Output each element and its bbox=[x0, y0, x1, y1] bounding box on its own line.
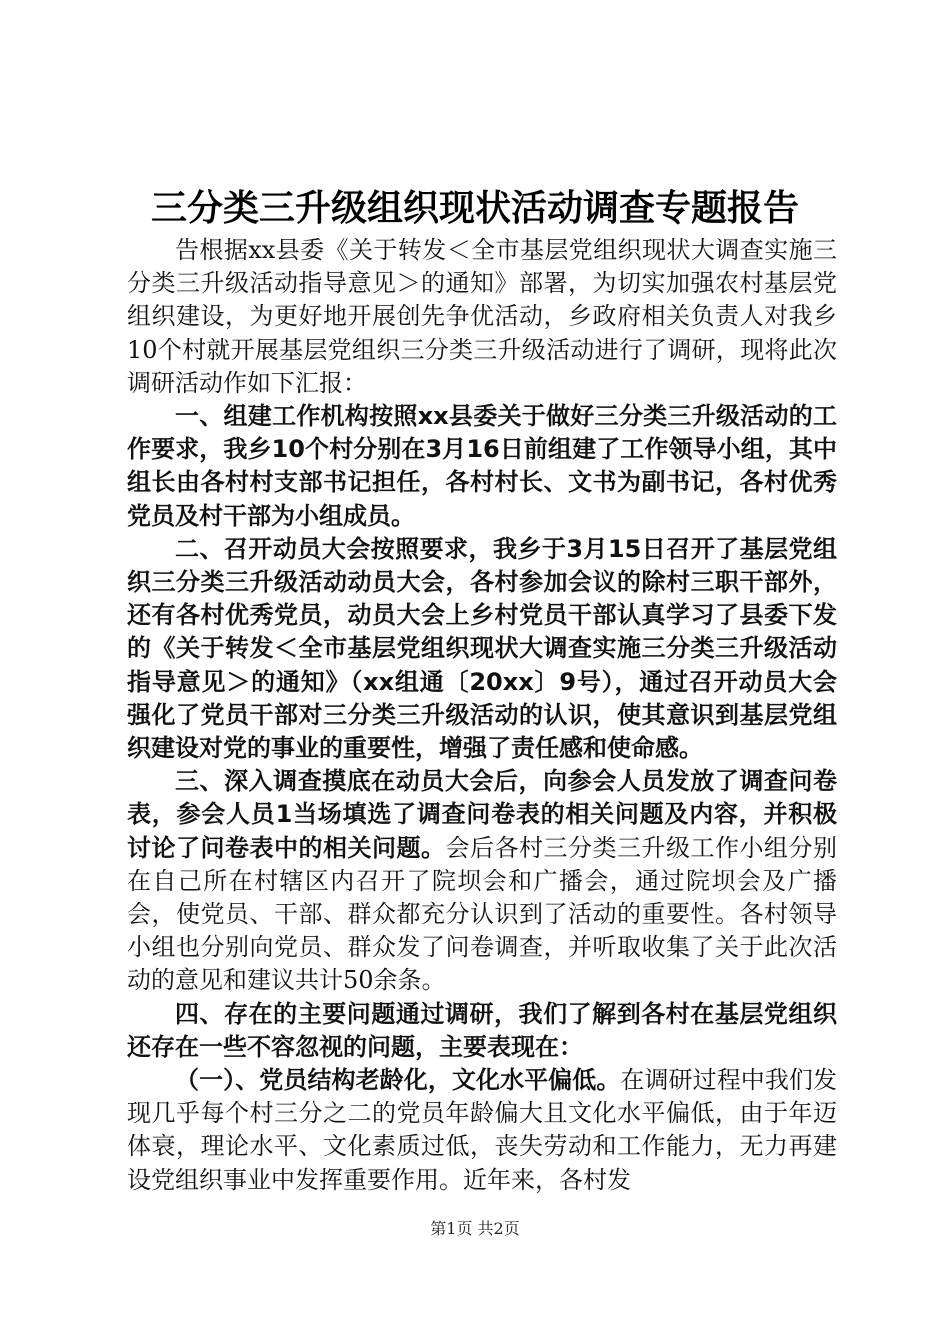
page-footer: 第1页 共2页 bbox=[430, 1219, 520, 1238]
section-three-paragraph bbox=[127, 765, 837, 997]
intro-paragraph: 告根据xx县委《关于转发＜全市基层党组织现状大调查实施三分类三升级活动指导意见＞的通知》部署，为切实加强农村基层党组织建设，为更好地开展创先争优活动，乡政府相关负责人对我乡10个村就开展基层党组织三分类三升级活动进行了调研，现将此次调研活动作如下汇报： bbox=[127, 236, 837, 397]
section-three-heading-text: 三、深入调查摸底在动员大会后，向参会人员发放了调查问卷表，参会人员1当场填选了调查问卷表的相关问题及内容，并积极讨论了问卷表中的相关问题。 bbox=[127, 767, 837, 862]
subsection-one-body-text: 在调研过程中我们发现几乎每个村三分之二的党员年龄偏大且文化水平偏低，由于年迈体衰，理论水平、文化素质过低，丧失劳动和工作能力，无力再建设党组织事业中发挥重要作用。近年来，各村发 bbox=[127, 1066, 837, 1194]
section-one-paragraph: 一、组建工作机构按照xx县委关于做好三分类三升级活动的工作要求，我乡10个村分别在3月16日前组建了工作领导小组，其中组长由各村村支部书记担任，各村村长、文书为副书记，各村优秀党员及村干部为小组成员。 bbox=[127, 402, 837, 530]
document-title: 三分类三升级组织现状活动调查专题报告 bbox=[150, 188, 799, 229]
section-three-body-text: 会后各村三分类三升级工作小组分别在自己所在村辖区内召开了院坝会和广播会，通过院坝会及广播会，使党员、干部、群众都充分认识到了活动的重要性。各村领导小组也分别向党员、群众发了问卷调查，并听取收集了关于此次活动的意见和建议共计50余条。 bbox=[127, 833, 837, 995]
section-two-paragraph: 二、召开动员大会按照要求，我乡于3月15日召开了基层党组织三分类三升级活动动员大会，各村参加会议的除村三职干部外，还有各村优秀党员，动员大会上乡村党员干部认真学习了县委下发的《关于转发＜全市基层党组织现状大调查实施三分类三升级活动指导意见＞的通知》（xx组通〔20xx〕9号），通过召开动员大会强化了党员干部对三分类三升级活动的认识，使其意识到基层党组织建设对党的事业的重要性，增强了责任感和使命感。 bbox=[127, 534, 837, 763]
subsection-one-heading-text: （一）、党员结构老龄化，文化水平偏低。 bbox=[175, 1066, 621, 1095]
document-body bbox=[127, 234, 837, 1197]
section-four-paragraph: 四、存在的主要问题通过调研，我们了解到各村在基层党组织还存在一些不容忽视的问题，主要表现在： bbox=[127, 999, 837, 1061]
subsection-one-paragraph bbox=[127, 1064, 837, 1197]
